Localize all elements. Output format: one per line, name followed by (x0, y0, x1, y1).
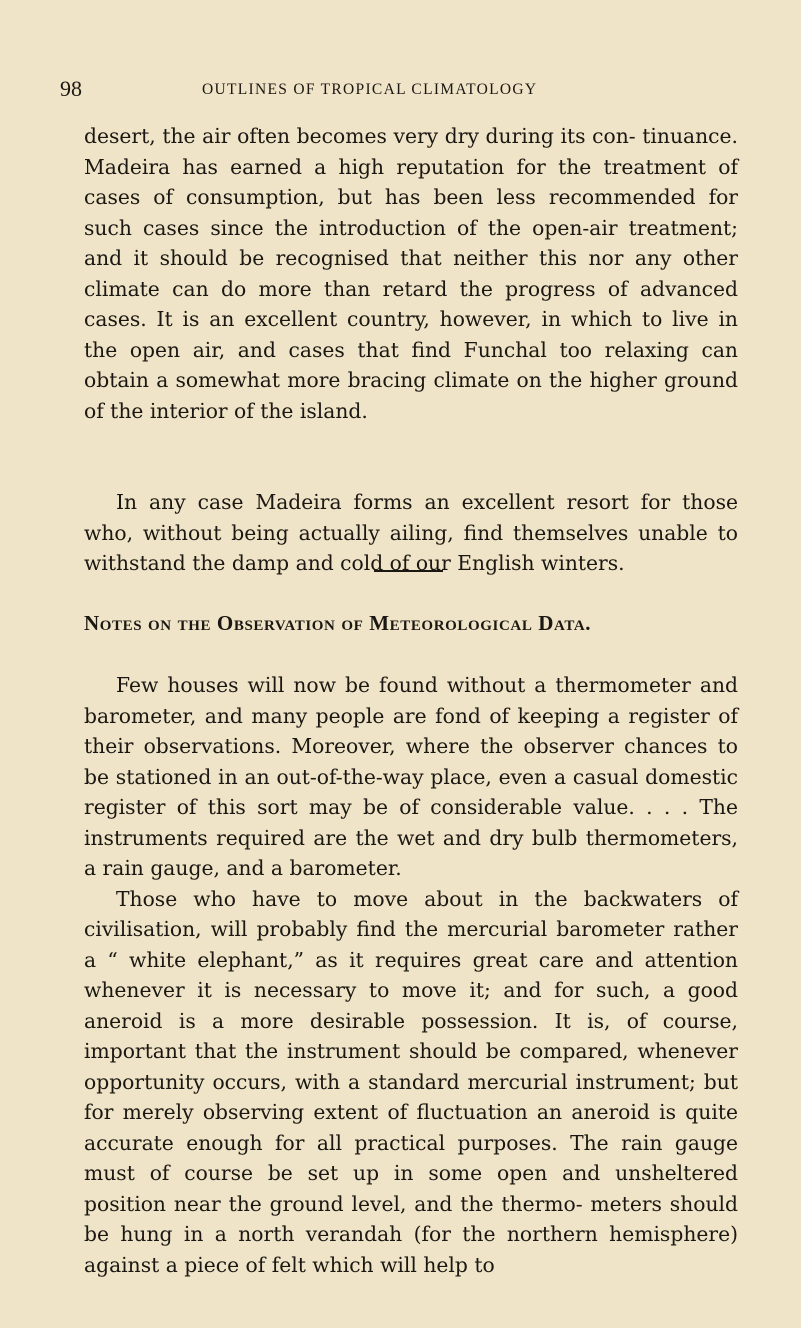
paragraph-madeira-continued (84, 121, 738, 426)
paragraph-text: desert, the air often becomes very dry during its con- tinuance. Madeira has earned a high reputation for the treatment of cases of consumption, but has been less recommended for such cases since the introduction of the open-air treatment; and it should be recognised that neither this nor any other climate can do more than retard the progress of advanced cases. It is an excellent country, however, in which to live in the open air, and cases that find Funchal too relaxing can obtain a somewhat more bracing climate on the higher ground of the interior of the island. (84, 124, 738, 423)
section-body (84, 670, 738, 1280)
section-heading: Notes on the Observation of Meteorological Data. (84, 611, 592, 635)
paragraph-text: In any case Madeira forms an excellent resort for those who, without being actually ailing, find themselves unable to withstand the damp and cold of our English winters. (84, 490, 738, 575)
paragraph-instruments: Few houses will now be found without a thermometer and barometer, and many people are fond of keeping a register of their observations. Moreover, where the observer chances to be stationed in an out-of-the-way place, even a casual domestic register of this sort may be of considerable value. . . . The instruments required are the wet and dry bulb thermometers, a rain gauge, and a barometer. (84, 673, 738, 880)
paragraph-barometer: Those who have to move about in the backwaters of civilisation, will probably find the mercurial barometer rather a “ white elephant,” as it requires great care and attention whenever it is necessary to move it; and for such, a good aneroid is a more desirable possession. It is, of course, important that the instrument should be compared, whenever opportunity occurs, with a standard mercurial instrument; but for merely observing extent of fluctuation an aneroid is quite accurate enough for all practical purposes. The rain gauge must of course be set up in some open and unsheltered position near the ground level, and the thermo- meters should be hung in a north verandah (for the northern hemisphere) against a piece of felt which will help to (84, 886, 738, 1277)
section-divider (374, 570, 443, 572)
page-number: 98 (60, 76, 82, 101)
running-head (60, 76, 760, 106)
running-title: OUTLINES OF TROPICAL CLIMATOLOGY (202, 81, 538, 98)
paragraph-madeira-resort (84, 487, 738, 579)
